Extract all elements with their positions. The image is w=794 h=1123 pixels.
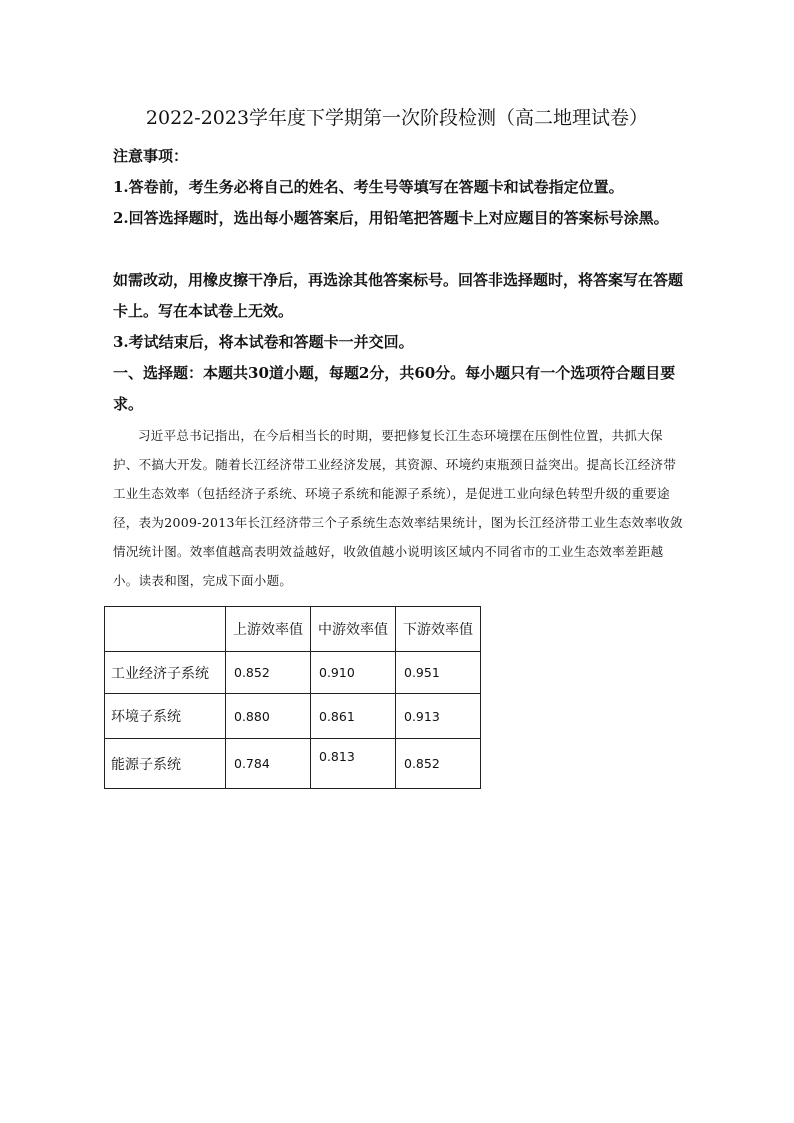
cell-value: 0.913 bbox=[396, 694, 481, 739]
cell-value: 0.910 bbox=[311, 652, 396, 694]
note-item-3: 3.考试结束后，将本试卷和答题卡一并交回。 bbox=[113, 333, 414, 351]
cell-value: 0.852 bbox=[396, 739, 481, 789]
cell-value: 0.951 bbox=[396, 652, 481, 694]
table-row bbox=[105, 652, 481, 694]
cell-value: 0.880 bbox=[226, 694, 311, 739]
note-item-2-continued: 如需改动，用橡皮擦干净后，再选涂其他答案标号。回答非选择题时，将答案写在答题卡上。写在本试卷上无效。 bbox=[113, 271, 684, 320]
note-item-2: 2.回答选择题时，选出每小题答案后，用铅笔把答题卡上对应题目的答案标号涂黑。 bbox=[113, 209, 669, 227]
header-downstream: 下游效率值 bbox=[396, 607, 481, 652]
table-header-row bbox=[105, 607, 481, 652]
row-label-industrial-economy: 工业经济子系统 bbox=[105, 652, 226, 694]
table-corner-cell bbox=[105, 607, 226, 652]
cell-value: 0.784 bbox=[226, 739, 311, 789]
header-upstream: 上游效率值 bbox=[226, 607, 311, 652]
row-label-environment: 环境子系统 bbox=[105, 694, 226, 739]
page-title: 2022-2023学年度下学期第一次阶段检测（高二地理试卷） bbox=[145, 107, 649, 129]
table-row bbox=[105, 694, 481, 739]
notes-heading: 注意事项： bbox=[113, 147, 189, 165]
section-heading: 一、选择题：本题共30道小题，每题2分，共60分。每小题只有一个选项符合题目要求。 bbox=[113, 364, 676, 413]
cell-value: 0.861 bbox=[311, 694, 396, 739]
header-midstream: 中游效率值 bbox=[311, 607, 396, 652]
note-item-1: 1.答卷前，考生务必将自己的姓名、考生号等填写在答题卡和试卷指定位置。 bbox=[113, 178, 624, 196]
cell-value bbox=[311, 739, 396, 789]
row-label-energy: 能源子系统 bbox=[105, 739, 226, 789]
cell-value: 0.852 bbox=[226, 652, 311, 694]
reading-passage: 习近平总书记指出，在今后相当长的时期，要把修复长江生态环境摆在压倒性位置，共抓大保护、不搞大开发。随着长江经济带工业经济发展，其资源、环境约束瓶颈日益突出。提高长江经济带工业生态效率（包括经济子系统、环境子系统和能源子系统），是促进工业向绿色转型升级的重要途径，表为2009-2013年长江经济带三个子系统生态效率结果统计，图为长江经济带工业生态效率收敛情况统计图。效率值越高表明效益越好，收敛值越小说明该区域内不同省市的工业生态效率差距越小。读表和图，完成下面小题。 bbox=[113, 428, 683, 588]
cell-value-text: 0.813 bbox=[319, 749, 355, 764]
efficiency-table bbox=[104, 606, 481, 789]
table-row bbox=[105, 739, 481, 789]
